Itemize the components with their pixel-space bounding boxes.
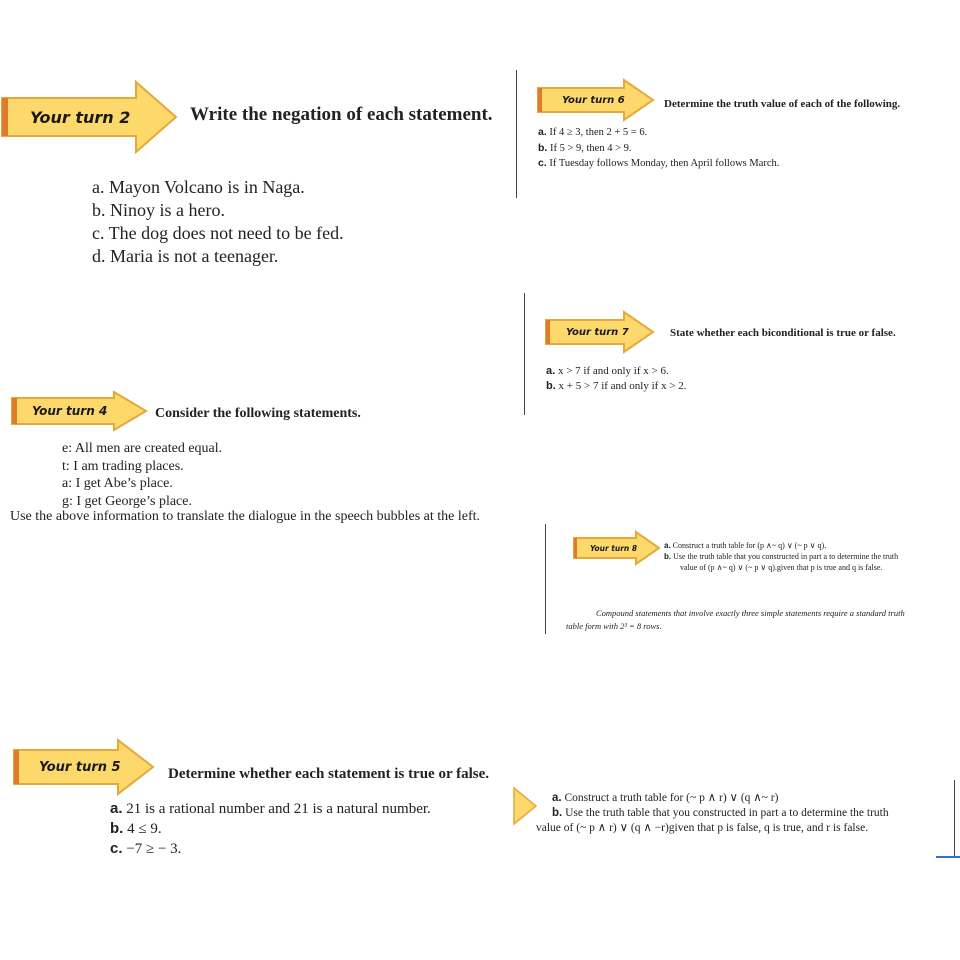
your-turn-8-badge bbox=[572, 530, 662, 566]
turn4-heading: Consider the following statements. bbox=[155, 406, 361, 421]
statement-e: e: All men are created equal. bbox=[62, 441, 223, 456]
list-item: b. Ninoy is a hero. bbox=[92, 200, 225, 220]
your-turn-6-badge bbox=[536, 78, 656, 122]
list-item: a. 21 is a rational number and 21 is a natural number. bbox=[110, 800, 431, 817]
your-turn-7-badge bbox=[544, 310, 656, 354]
turn9-list bbox=[536, 791, 889, 836]
turn4-note: Use the above information to translate the dialogue in the speech bubbles at the left. bbox=[10, 509, 481, 524]
turn8-note-line2: table form with 2³ = 8 rows. bbox=[566, 621, 662, 631]
list-item: c. −7 ≥ − 3. bbox=[110, 840, 182, 857]
statement-a: a: I get Abe’s place. bbox=[62, 476, 173, 491]
turn8-note-line1: Compound statements that involve exactly three simple statements require a standard truth bbox=[596, 608, 905, 618]
list-item-continued: value of (p ∧~ q) ∨ (~ p ∨ q).given that p is true and q is false. bbox=[680, 563, 883, 572]
your-turn-4-label: Your turn 4 bbox=[32, 404, 108, 418]
turn8-list bbox=[664, 540, 898, 573]
turn6-list bbox=[538, 125, 779, 172]
list-item: b. Use the truth table that you constructed in part a to determine the truth bbox=[552, 807, 889, 819]
your-turn-8-label: Your turn 8 bbox=[590, 543, 638, 553]
turn-9-arrow bbox=[512, 786, 538, 826]
list-item: b. 4 ≤ 9. bbox=[110, 820, 162, 837]
list-item: b. Use the truth table that you constructed in part a to determine the truth bbox=[664, 552, 899, 561]
list-item: b. If 5 > 9, then 4 > 9. bbox=[538, 141, 632, 154]
turn6-heading: Determine the truth value of each of the following. bbox=[664, 98, 901, 110]
your-turn-5-badge bbox=[12, 738, 157, 796]
blue-underline bbox=[936, 856, 960, 858]
your-turn-6-label: Your turn 6 bbox=[562, 94, 625, 106]
statement-t: t: I am trading places. bbox=[62, 458, 184, 474]
turn7-heading: State whether each biconditional is true or false. bbox=[670, 327, 896, 339]
your-turn-2-label: Your turn 2 bbox=[30, 107, 131, 127]
your-turn-4-badge bbox=[10, 390, 150, 432]
divider-line bbox=[545, 524, 546, 634]
list-item: a. Construct a truth table for (p ∧~ q) ∨ (~ p ∨ q). bbox=[664, 541, 827, 550]
turn5-heading: Determine whether each statement is true or false. bbox=[168, 766, 490, 782]
list-item: c. If Tuesday follows Monday, then April follows March. bbox=[538, 157, 780, 169]
divider-line bbox=[524, 293, 525, 415]
turn7-list bbox=[546, 364, 687, 394]
list-item: d. Maria is not a teenager. bbox=[92, 246, 279, 266]
list-item: a. x > 7 if and only if x > 6. bbox=[546, 365, 669, 377]
turn2-list bbox=[92, 176, 344, 268]
list-item: a. Construct a truth table for (~ p ∧ r) ∨ (q ∧~ r) bbox=[552, 792, 779, 804]
your-turn-2-badge bbox=[0, 80, 180, 154]
list-item: c. The dog does not need to be fed. bbox=[92, 223, 344, 243]
list-item: b. x + 5 > 7 if and only if x > 2. bbox=[546, 380, 687, 392]
your-turn-5-label: Your turn 5 bbox=[39, 759, 121, 775]
turn2-heading: Write the negation of each statement. bbox=[190, 104, 493, 125]
list-item-continued: value of (~ p ∧ r) ∨ (q ∧ −r)given that p is false, q is true, and r is false. bbox=[536, 822, 869, 834]
divider-line bbox=[954, 780, 955, 856]
list-item: a. If 4 ≥ 3, then 2 + 5 = 6. bbox=[538, 126, 648, 138]
turn4-statements bbox=[62, 440, 222, 510]
statement-g: g: I get George’s place. bbox=[62, 493, 192, 509]
your-turn-7-label: Your turn 7 bbox=[566, 326, 629, 338]
turn5-list bbox=[110, 799, 431, 859]
arrow-badge-icon bbox=[512, 786, 538, 826]
divider-line bbox=[516, 70, 517, 198]
list-item: a. Mayon Volcano is in Naga. bbox=[92, 177, 305, 197]
